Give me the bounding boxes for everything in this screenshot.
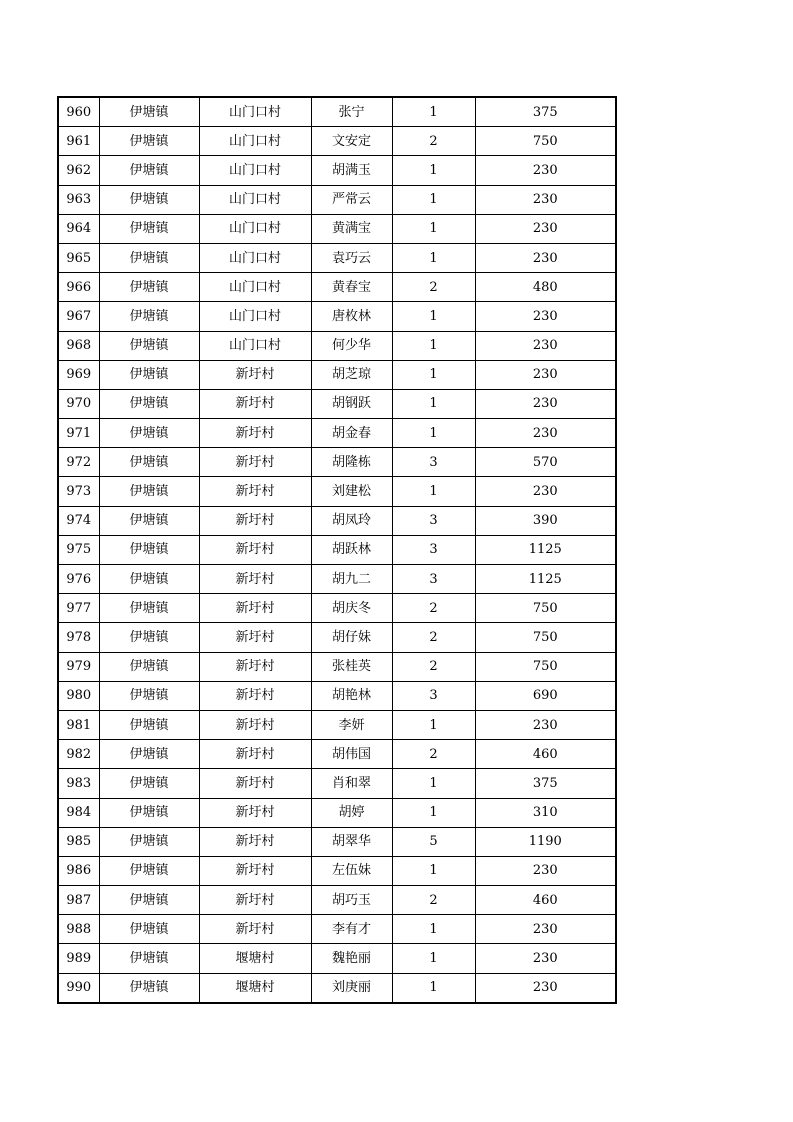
- cell-name: 胡庆冬: [311, 594, 392, 623]
- cell-no: 968: [58, 331, 99, 360]
- cell-count: 2: [392, 740, 475, 769]
- cell-name: 胡伟国: [311, 740, 392, 769]
- cell-name: 胡九二: [311, 565, 392, 594]
- cell-name: 胡跃林: [311, 535, 392, 564]
- cell-no: 979: [58, 652, 99, 681]
- cell-count: 1: [392, 185, 475, 214]
- cell-amount: 230: [475, 214, 616, 243]
- cell-village: 堰塘村: [199, 944, 311, 973]
- cell-no: 966: [58, 273, 99, 302]
- cell-amount: 230: [475, 389, 616, 418]
- cell-amount: 750: [475, 127, 616, 156]
- table-row: [58, 798, 616, 827]
- cell-amount: 230: [475, 185, 616, 214]
- table-row: [58, 565, 616, 594]
- cell-name: 胡满玉: [311, 156, 392, 185]
- table-row: [58, 856, 616, 885]
- cell-amount: 230: [475, 477, 616, 506]
- table-row: [58, 127, 616, 156]
- cell-town: 伊塘镇: [99, 156, 199, 185]
- cell-no: 980: [58, 681, 99, 710]
- cell-count: 1: [392, 389, 475, 418]
- cell-no: 973: [58, 477, 99, 506]
- cell-no: 983: [58, 769, 99, 798]
- cell-village: 山门口村: [199, 302, 311, 331]
- cell-village: 新圩村: [199, 652, 311, 681]
- cell-amount: 1125: [475, 565, 616, 594]
- cell-count: 1: [392, 214, 475, 243]
- cell-no: 985: [58, 827, 99, 856]
- cell-no: 960: [58, 97, 99, 127]
- table-row: [58, 243, 616, 272]
- table-body: [58, 97, 616, 1003]
- cell-village: 山门口村: [199, 273, 311, 302]
- cell-no: 977: [58, 594, 99, 623]
- cell-count: 2: [392, 127, 475, 156]
- cell-count: 2: [392, 273, 475, 302]
- cell-count: 1: [392, 477, 475, 506]
- cell-village: 新圩村: [199, 856, 311, 885]
- cell-name: 何少华: [311, 331, 392, 360]
- cell-name: 黄满宝: [311, 214, 392, 243]
- cell-no: 984: [58, 798, 99, 827]
- cell-count: 1: [392, 360, 475, 389]
- data-table: [57, 96, 617, 1004]
- cell-count: 3: [392, 565, 475, 594]
- cell-count: 1: [392, 97, 475, 127]
- cell-town: 伊塘镇: [99, 886, 199, 915]
- table-row: [58, 652, 616, 681]
- table-row: [58, 448, 616, 477]
- cell-village: 新圩村: [199, 798, 311, 827]
- cell-village: 山门口村: [199, 331, 311, 360]
- cell-name: 魏艳丽: [311, 944, 392, 973]
- cell-count: 1: [392, 798, 475, 827]
- cell-count: 1: [392, 944, 475, 973]
- cell-name: 文安定: [311, 127, 392, 156]
- cell-amount: 230: [475, 856, 616, 885]
- table-row: [58, 681, 616, 710]
- cell-name: 唐枚林: [311, 302, 392, 331]
- cell-village: 新圩村: [199, 594, 311, 623]
- cell-town: 伊塘镇: [99, 681, 199, 710]
- cell-village: 山门口村: [199, 214, 311, 243]
- cell-count: 1: [392, 331, 475, 360]
- table-row: [58, 710, 616, 739]
- cell-no: 971: [58, 419, 99, 448]
- cell-amount: 570: [475, 448, 616, 477]
- cell-no: 978: [58, 623, 99, 652]
- cell-amount: 230: [475, 419, 616, 448]
- cell-count: 1: [392, 710, 475, 739]
- cell-village: 山门口村: [199, 243, 311, 272]
- cell-no: 974: [58, 506, 99, 535]
- table-row: [58, 915, 616, 944]
- cell-village: 新圩村: [199, 389, 311, 418]
- cell-amount: 375: [475, 97, 616, 127]
- cell-town: 伊塘镇: [99, 97, 199, 127]
- cell-no: 970: [58, 389, 99, 418]
- cell-no: 976: [58, 565, 99, 594]
- cell-town: 伊塘镇: [99, 798, 199, 827]
- cell-name: 张桂英: [311, 652, 392, 681]
- cell-town: 伊塘镇: [99, 535, 199, 564]
- table-row: [58, 419, 616, 448]
- cell-town: 伊塘镇: [99, 944, 199, 973]
- cell-count: 1: [392, 302, 475, 331]
- cell-name: 胡仔妹: [311, 623, 392, 652]
- cell-no: 990: [58, 973, 99, 1003]
- cell-amount: 230: [475, 973, 616, 1003]
- cell-no: 989: [58, 944, 99, 973]
- cell-village: 山门口村: [199, 156, 311, 185]
- table-row: [58, 886, 616, 915]
- cell-town: 伊塘镇: [99, 710, 199, 739]
- table-row: [58, 973, 616, 1003]
- cell-town: 伊塘镇: [99, 915, 199, 944]
- cell-name: 张宁: [311, 97, 392, 127]
- table-row: [58, 827, 616, 856]
- table-row: [58, 594, 616, 623]
- cell-village: 新圩村: [199, 419, 311, 448]
- cell-amount: 230: [475, 331, 616, 360]
- table-row: [58, 156, 616, 185]
- cell-count: 3: [392, 506, 475, 535]
- cell-no: 982: [58, 740, 99, 769]
- cell-amount: 230: [475, 156, 616, 185]
- cell-no: 967: [58, 302, 99, 331]
- cell-no: 962: [58, 156, 99, 185]
- cell-count: 5: [392, 827, 475, 856]
- cell-town: 伊塘镇: [99, 973, 199, 1003]
- cell-name: 刘建松: [311, 477, 392, 506]
- cell-name: 胡金春: [311, 419, 392, 448]
- cell-count: 3: [392, 448, 475, 477]
- cell-town: 伊塘镇: [99, 856, 199, 885]
- cell-no: 964: [58, 214, 99, 243]
- cell-count: 1: [392, 856, 475, 885]
- cell-name: 胡芝琼: [311, 360, 392, 389]
- cell-no: 972: [58, 448, 99, 477]
- cell-village: 新圩村: [199, 740, 311, 769]
- cell-village: 新圩村: [199, 448, 311, 477]
- cell-name: 肖和翠: [311, 769, 392, 798]
- cell-village: 新圩村: [199, 360, 311, 389]
- cell-town: 伊塘镇: [99, 419, 199, 448]
- cell-name: 胡凤玲: [311, 506, 392, 535]
- cell-amount: 230: [475, 915, 616, 944]
- cell-town: 伊塘镇: [99, 769, 199, 798]
- cell-name: 李有才: [311, 915, 392, 944]
- cell-no: 981: [58, 710, 99, 739]
- cell-count: 1: [392, 419, 475, 448]
- table-row: [58, 535, 616, 564]
- cell-town: 伊塘镇: [99, 652, 199, 681]
- cell-village: 新圩村: [199, 477, 311, 506]
- cell-no: 969: [58, 360, 99, 389]
- cell-village: 新圩村: [199, 915, 311, 944]
- cell-count: 1: [392, 769, 475, 798]
- cell-town: 伊塘镇: [99, 302, 199, 331]
- cell-amount: 230: [475, 360, 616, 389]
- cell-no: 963: [58, 185, 99, 214]
- cell-name: 胡翠华: [311, 827, 392, 856]
- cell-town: 伊塘镇: [99, 623, 199, 652]
- cell-town: 伊塘镇: [99, 127, 199, 156]
- cell-village: 新圩村: [199, 506, 311, 535]
- cell-count: 2: [392, 652, 475, 681]
- cell-amount: 1125: [475, 535, 616, 564]
- cell-town: 伊塘镇: [99, 389, 199, 418]
- table-row: [58, 769, 616, 798]
- cell-amount: 750: [475, 623, 616, 652]
- cell-no: 961: [58, 127, 99, 156]
- cell-name: 胡巧玉: [311, 886, 392, 915]
- cell-name: 袁巧云: [311, 243, 392, 272]
- cell-amount: 230: [475, 302, 616, 331]
- table-row: [58, 185, 616, 214]
- cell-town: 伊塘镇: [99, 827, 199, 856]
- cell-name: 严常云: [311, 185, 392, 214]
- cell-amount: 690: [475, 681, 616, 710]
- cell-village: 新圩村: [199, 565, 311, 594]
- cell-town: 伊塘镇: [99, 331, 199, 360]
- cell-amount: 230: [475, 944, 616, 973]
- cell-amount: 230: [475, 710, 616, 739]
- cell-count: 3: [392, 535, 475, 564]
- cell-village: 新圩村: [199, 535, 311, 564]
- cell-name: 胡隆栋: [311, 448, 392, 477]
- cell-amount: 230: [475, 243, 616, 272]
- cell-village: 新圩村: [199, 623, 311, 652]
- cell-village: 新圩村: [199, 827, 311, 856]
- table-row: [58, 944, 616, 973]
- cell-town: 伊塘镇: [99, 214, 199, 243]
- cell-no: 986: [58, 856, 99, 885]
- table-row: [58, 389, 616, 418]
- cell-village: 新圩村: [199, 681, 311, 710]
- cell-amount: 310: [475, 798, 616, 827]
- table-row: [58, 302, 616, 331]
- cell-town: 伊塘镇: [99, 273, 199, 302]
- cell-village: 山门口村: [199, 97, 311, 127]
- cell-count: 2: [392, 623, 475, 652]
- cell-amount: 750: [475, 652, 616, 681]
- cell-town: 伊塘镇: [99, 594, 199, 623]
- cell-name: 胡婷: [311, 798, 392, 827]
- cell-village: 山门口村: [199, 127, 311, 156]
- table-row: [58, 506, 616, 535]
- table-row: [58, 360, 616, 389]
- cell-town: 伊塘镇: [99, 185, 199, 214]
- cell-amount: 480: [475, 273, 616, 302]
- cell-name: 胡艳林: [311, 681, 392, 710]
- cell-count: 1: [392, 156, 475, 185]
- cell-town: 伊塘镇: [99, 448, 199, 477]
- table-row: [58, 273, 616, 302]
- cell-village: 新圩村: [199, 769, 311, 798]
- cell-town: 伊塘镇: [99, 740, 199, 769]
- cell-town: 伊塘镇: [99, 477, 199, 506]
- cell-name: 李妍: [311, 710, 392, 739]
- cell-amount: 375: [475, 769, 616, 798]
- cell-count: 1: [392, 915, 475, 944]
- table-row: [58, 740, 616, 769]
- table-row: [58, 623, 616, 652]
- table-row: [58, 97, 616, 127]
- cell-name: 左伍妹: [311, 856, 392, 885]
- cell-amount: 460: [475, 886, 616, 915]
- cell-count: 2: [392, 594, 475, 623]
- cell-amount: 750: [475, 594, 616, 623]
- cell-name: 黄春宝: [311, 273, 392, 302]
- cell-count: 1: [392, 973, 475, 1003]
- cell-count: 1: [392, 243, 475, 272]
- table-row: [58, 331, 616, 360]
- cell-amount: 1190: [475, 827, 616, 856]
- cell-amount: 460: [475, 740, 616, 769]
- cell-count: 2: [392, 886, 475, 915]
- cell-village: 新圩村: [199, 886, 311, 915]
- cell-no: 988: [58, 915, 99, 944]
- cell-town: 伊塘镇: [99, 243, 199, 272]
- cell-no: 965: [58, 243, 99, 272]
- cell-town: 伊塘镇: [99, 360, 199, 389]
- table-row: [58, 477, 616, 506]
- cell-village: 堰塘村: [199, 973, 311, 1003]
- cell-count: 3: [392, 681, 475, 710]
- cell-amount: 390: [475, 506, 616, 535]
- cell-name: 刘庚丽: [311, 973, 392, 1003]
- table-row: [58, 214, 616, 243]
- cell-name: 胡钢跃: [311, 389, 392, 418]
- cell-town: 伊塘镇: [99, 506, 199, 535]
- cell-no: 975: [58, 535, 99, 564]
- cell-village: 山门口村: [199, 185, 311, 214]
- cell-village: 新圩村: [199, 710, 311, 739]
- cell-town: 伊塘镇: [99, 565, 199, 594]
- cell-no: 987: [58, 886, 99, 915]
